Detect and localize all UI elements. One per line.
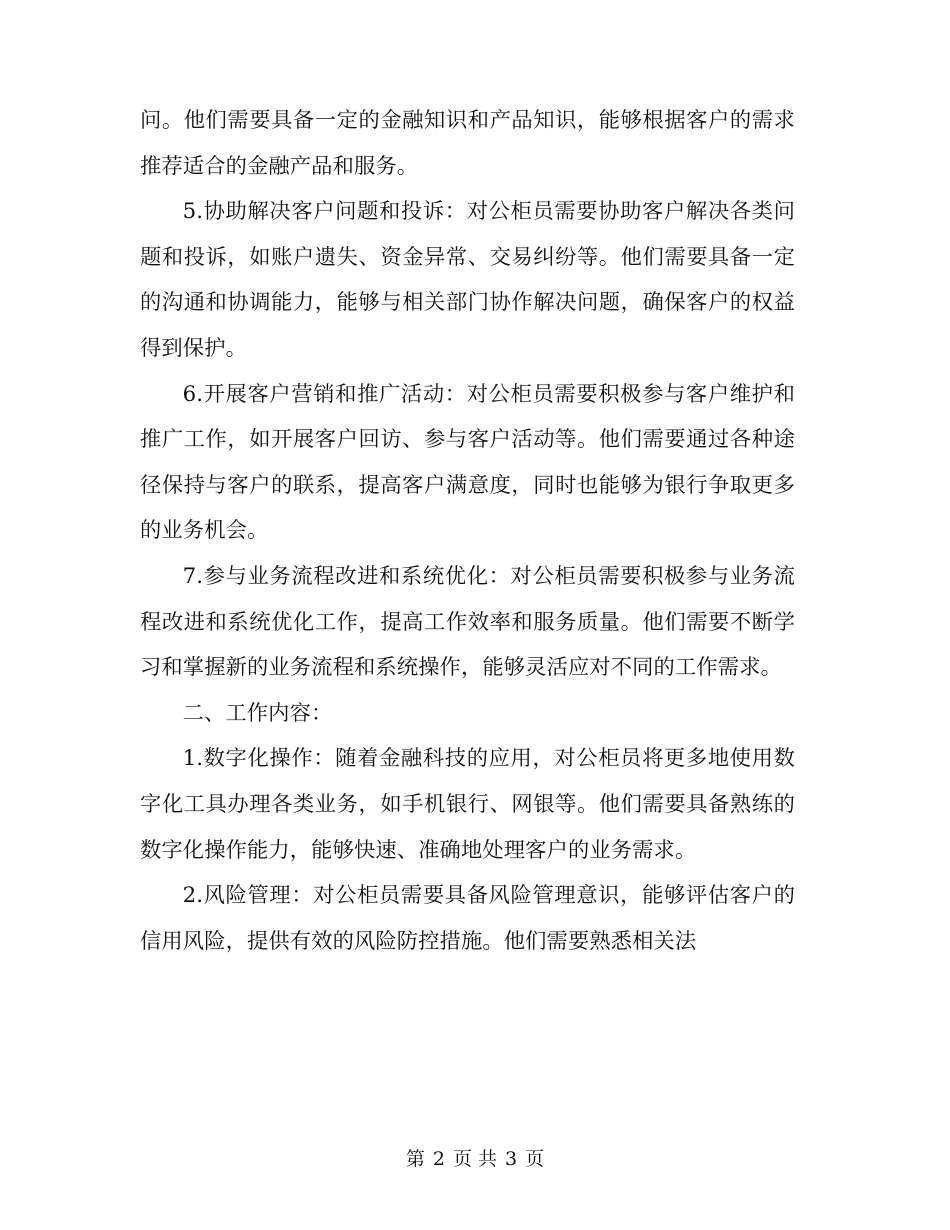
paragraph-item-7: 7.参与业务流程改进和系统优化：对公柜员需要积极参与业务流程改进和系统优化工作，提高工作效率和服务质量。他们需要不断学习和掌握新的业务流程和系统操作，能够灵活应对不同的工作需求。 — [140, 563, 795, 681]
paragraph-item-6: 6.开展客户营销和推广活动：对公柜员需要积极参与客户维护和推广工作，如开展客户回访、参与客户活动等。他们需要通过各种途径保持与客户的联系，提高客户满意度，同时也能够为银行争取更多的业务机会。 — [140, 381, 795, 544]
document-body — [140, 98, 795, 964]
footer-prefix: 第 — [405, 1148, 425, 1170]
footer-total-pages: 3 — [505, 1148, 518, 1170]
section-heading-work-content: 二、工作内容： — [182, 700, 333, 726]
paragraph-risk-management: 2.风险管理：对公柜员需要具备风险管理意识，能够评估客户的信用风险，提供有效的风险防控措施。他们需要熟悉相关法 — [140, 883, 795, 954]
page-footer — [0, 1145, 950, 1173]
footer-middle: 页 共 — [452, 1148, 498, 1170]
footer-current-page: 2 — [432, 1148, 445, 1170]
paragraph-item-5: 5.协助解决客户问题和投诉：对公柜员需要协助客户解决各类问题和投诉，如账户遗失、资金异常、交易纠纷等。他们需要具备一定的沟通和协调能力，能够与相关部门协作解决问题，确保客户的权益得到保护。 — [140, 199, 795, 361]
footer-suffix: 页 — [525, 1148, 545, 1170]
paragraph-digital-operation: 1.数字化操作：随着金融科技的应用，对公柜员将更多地使用数字化工具办理各类业务，如手机银行、网银等。他们需要具备熟练的数字化操作能力，能够快速、准确地处理客户的业务需求。 — [140, 746, 795, 863]
paragraph-continuation: 问。他们需要具备一定的金融知识和产品知识，能够根据客户的需求推荐适合的金融产品和服务。 — [140, 108, 795, 179]
